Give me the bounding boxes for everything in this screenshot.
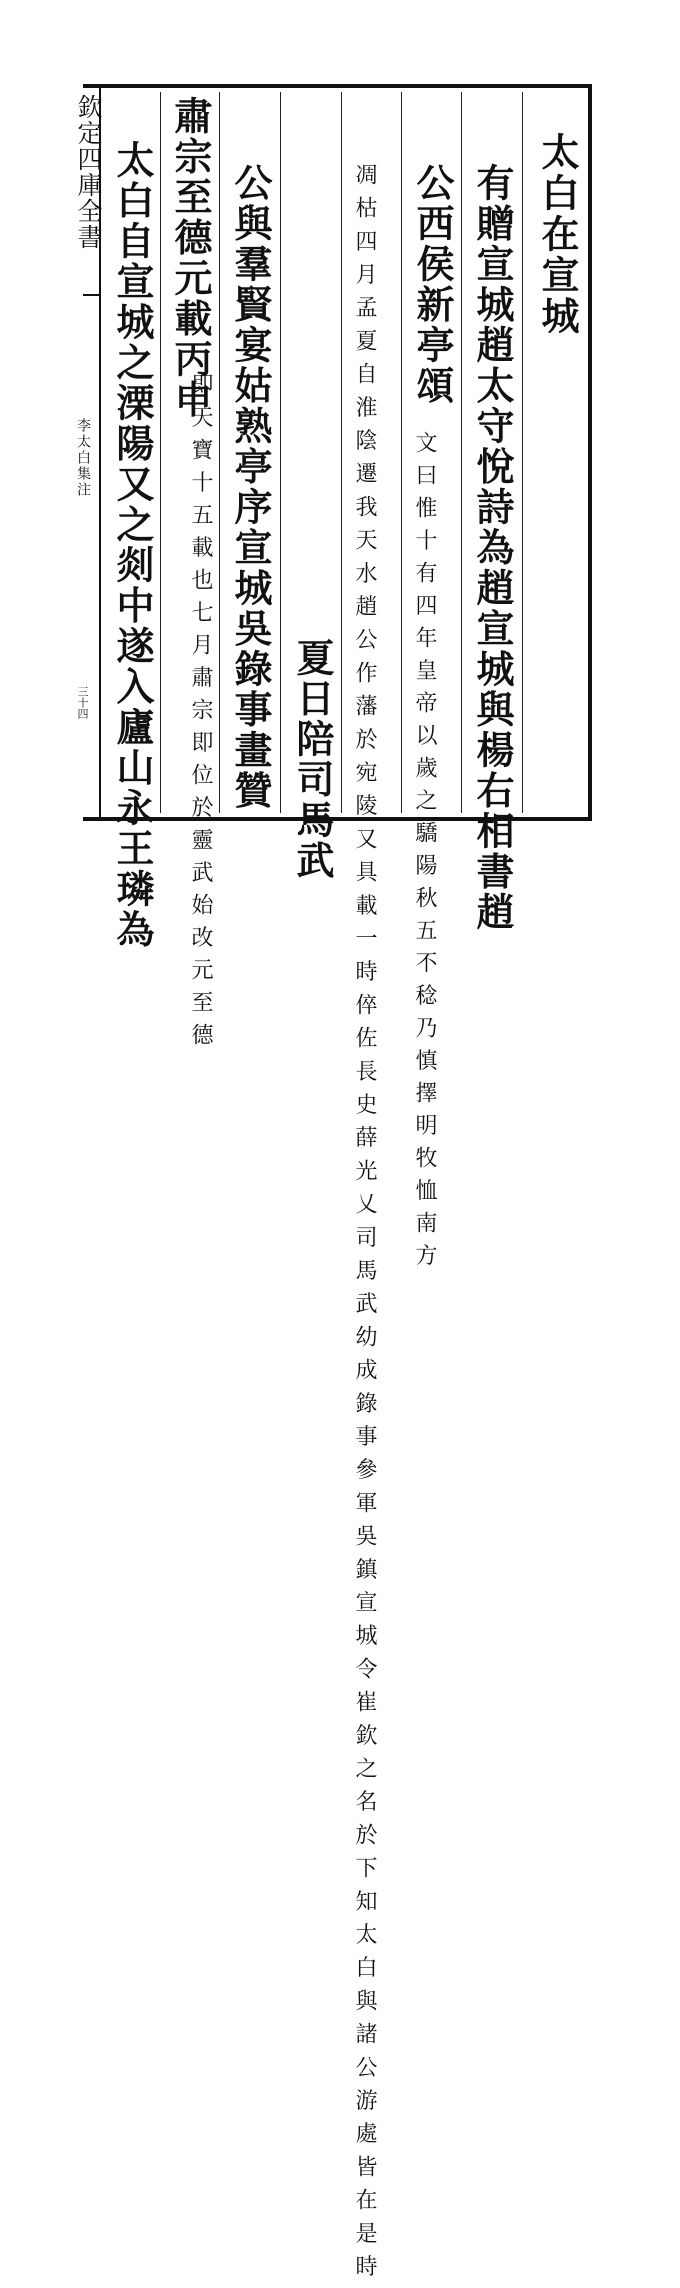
annotation-column: 即天寶十五載也七月肅宗即位於靈武始改元至德 (188, 373, 213, 1056)
book-label: 李太白集注 (75, 418, 91, 498)
page-number: 三十四 (76, 686, 89, 719)
text-column: 太白自宣城之溧陽又之剡中遂入廬山永王璘為 (110, 140, 155, 950)
annotation-column: 凋枯四月孟夏自淮陰遷我天水趙公作藩於宛陵又具載一時倅佐長史薛光乂司馬武幼成錄事參軍吳鎮宣城令崔欽之名於下知太白與諸公游處皆在是時 (352, 163, 377, 2288)
column-rule (160, 92, 161, 813)
annotation-column: 文曰惟十有四年皇帝以歲之驕陽秋五不稔乃慎擇明牧恤南方 (412, 431, 437, 1276)
heading-column: 太白在宣城 (535, 132, 580, 337)
column-rule (522, 92, 523, 813)
column-rule (401, 92, 402, 813)
gutter-title: 欽定四庫全書 (74, 94, 103, 250)
text-column: 肅宗至德元載丙申 (168, 96, 213, 420)
column-rule (341, 92, 342, 813)
column-rule (280, 92, 281, 813)
text-column: 公西侯新亭頌 (410, 163, 455, 406)
text-column: 夏日陪司馬武 (290, 638, 335, 881)
column-rule (461, 92, 462, 813)
text-column: 有贈宣城趙太守悅詩為趙宣城與楊右相書趙 (470, 163, 515, 933)
column-rule (219, 92, 220, 813)
text-column: 公與羣賢宴姑熟亭序宣城吳錄事畫贊 (228, 163, 273, 811)
